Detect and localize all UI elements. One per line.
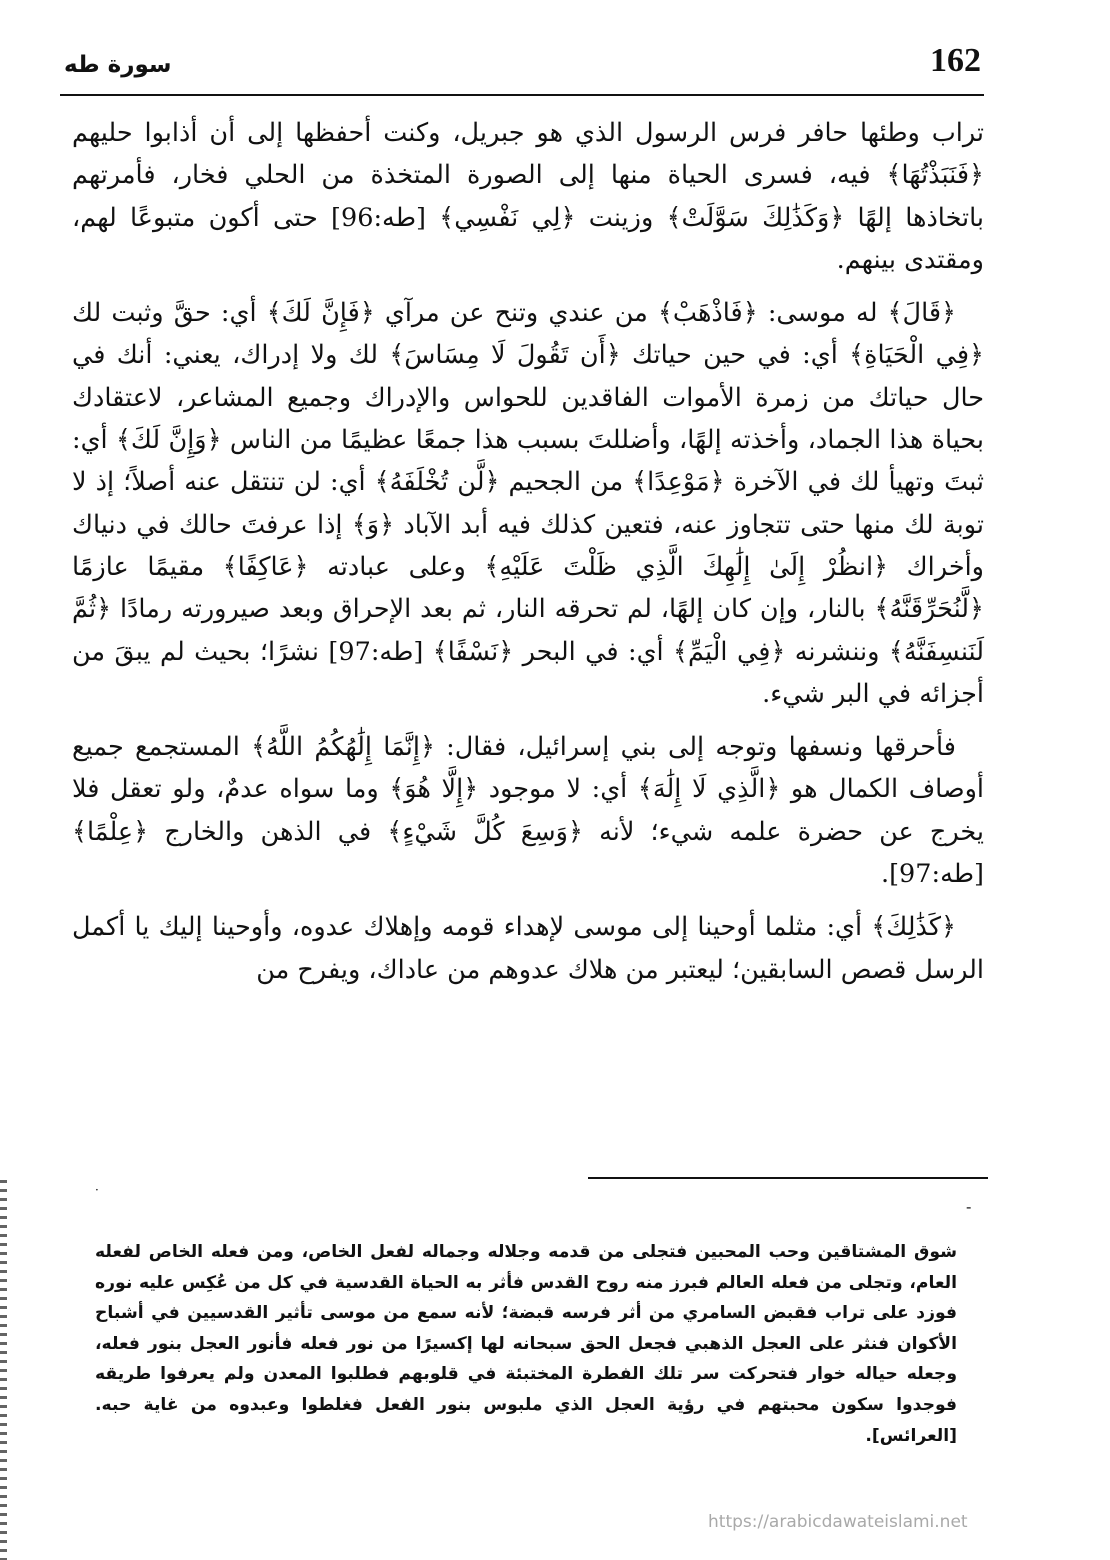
header-divider	[60, 94, 984, 96]
page-header	[60, 38, 1040, 93]
footnote	[95, 1237, 957, 1451]
paragraph-2: ﴿قَالَ﴾ له موسى: ﴿فَاذْهَبْ﴾ من عندي وتنح عن مرآي ﴿فَإِنَّ لَكَ﴾ أي: حقَّ وثبت لك ﴿فِي الْحَيَاةِ﴾ أي: في حين حياتك ﴿أَن تَقُولَ لَا مِسَاسَ﴾ لك ولا إدراك، يعني: أنك في حال حياتك من زمرة الأموات الفاقدين للحواس والإدراك وجميع المشاعر، لاعتقادك بحياة هذا الجماد، وأخذته إلهًا، وأضللتَ بسبب هذا جمعًا عظيمًا من الناس ﴿وَإِنَّ لَكَ﴾ أي: ثبتَ وتهيأ لك في الآخرة ﴿مَوْعِدًا﴾ من الجحيم ﴿لَّن تُخْلَفَهُ﴾ أي: لن تنتقل عنه أصلاً؛ إذ لا توبة لك منها حتى تتجاوز عنه، فتعين كذلك فيه أبد الآباد ﴿وَ﴾ إذا عرفتَ حالك في دنياك وأخراك ﴿انظُرْ إِلَىٰ إِلَٰهِكَ الَّذِي ظَلْتَ عَلَيْهِ﴾ وعلى عبادته ﴿عَاكِفًا﴾ مقيمًا عازمًا ﴿لَّنُحَرِّقَنَّهُ﴾ بالنار، وإن كان إلهًا، لم تحرقه النار، ثم بعد الإحراق وبعد صيرورته رمادًا ﴿ثُمَّ لَنَنسِفَنَّهُ﴾ وننشرنه ﴿فِي الْيَمِّ﴾ أي: في البحر ﴿نَسْفًا﴾ [طه:97] نشرًا؛ بحيث لم يبقَ من أجزائه في البر شيء.	[72, 298, 984, 709]
scan-edge-artifact	[0, 1180, 7, 1560]
paragraph-1: تراب وطئها حافر فرس الرسول الذي هو جبريل، وكنت أحفظها إلى أن أذابوا حليهم ﴿فَنَبَذْتُهَا﴾ فيه، فسرى الحياة منها إلى الصورة المتخذة من الحلي فخار، فأمرتهم باتخاذها إلهًا ﴿وَكَذَٰلِكَ سَوَّلَتْ﴾ وزينت ﴿لِي نَفْسِي﴾ [طه:96] حتى أكون متبوعًا لهم، ومقتدى بينهم.	[72, 118, 984, 275]
footnote-marker: -	[966, 1197, 972, 1216]
main-text	[72, 112, 984, 1002]
footnote-divider	[588, 1177, 988, 1179]
page-number: 162	[930, 42, 981, 79]
running-head-surah: سورة طه	[64, 52, 172, 78]
paragraph-3: فأحرقها ونسفها وتوجه إلى بني إسرائيل، فقال: ﴿إِنَّمَا إِلَٰهُكُمُ اللَّهُ﴾ المستجمع جميع أوصاف الكمال هو ﴿الَّذِي لَا إِلَٰهَ﴾ أي: لا موجود ﴿إِلَّا هُوَ﴾ وما سواه عدمٌ، ولو تعقل فلا يخرج عن حضرة علمه شيء؛ لأنه ﴿وَسِعَ كُلَّ شَيْءٍ﴾ في الذهن والخارج ﴿عِلْمًا﴾ [طه:97].	[72, 732, 984, 890]
watermark-url: https://arabicdawateislami.net	[708, 1512, 968, 1532]
scan-speck: ·	[95, 1183, 99, 1197]
footnote-text: شوق المشتاقين وحب المحبين فتجلى من قدمه وجلاله وجماله لفعل الخاص، ومن فعله الخاص لفعله العام، وتجلى من فعله العالم فبرز منه روح القدس فأثر به الحياة القدسية في كل من عُكِس عليه نوره فوزد على تراب فقبض السامري من أثر فرسه قبضة؛ لأنه سمع من موسى تأثير القدسيين في أشباح الأكوان فنثر على العجل الذهبي فجعل الحق سبحانه لها إكسيرًا من نور فعله فأنور العجل بنور فعله، وجعله حياله خوار فتحركت سر تلك الفطرة المختبئة في قلوبهم فطلبوا المعدن ولم يعرفوا طريقه فوجدوا سكون محبتهم في رؤية العجل الذي ملبوس بنور الفعل فغلطوا وعبدوه من غاية حبه. [العرائس].	[95, 1242, 957, 1446]
paragraph-4: ﴿كَذَٰلِكَ﴾ أي: مثلما أوحينا إلى موسى لإهداء قومه وإهلاك عدوه، وأوحينا إليك يا أكمل الرسل قصص السابقين؛ ليعتبر من هلاك عدوهم من عاداك، ويفرح من	[72, 912, 984, 985]
